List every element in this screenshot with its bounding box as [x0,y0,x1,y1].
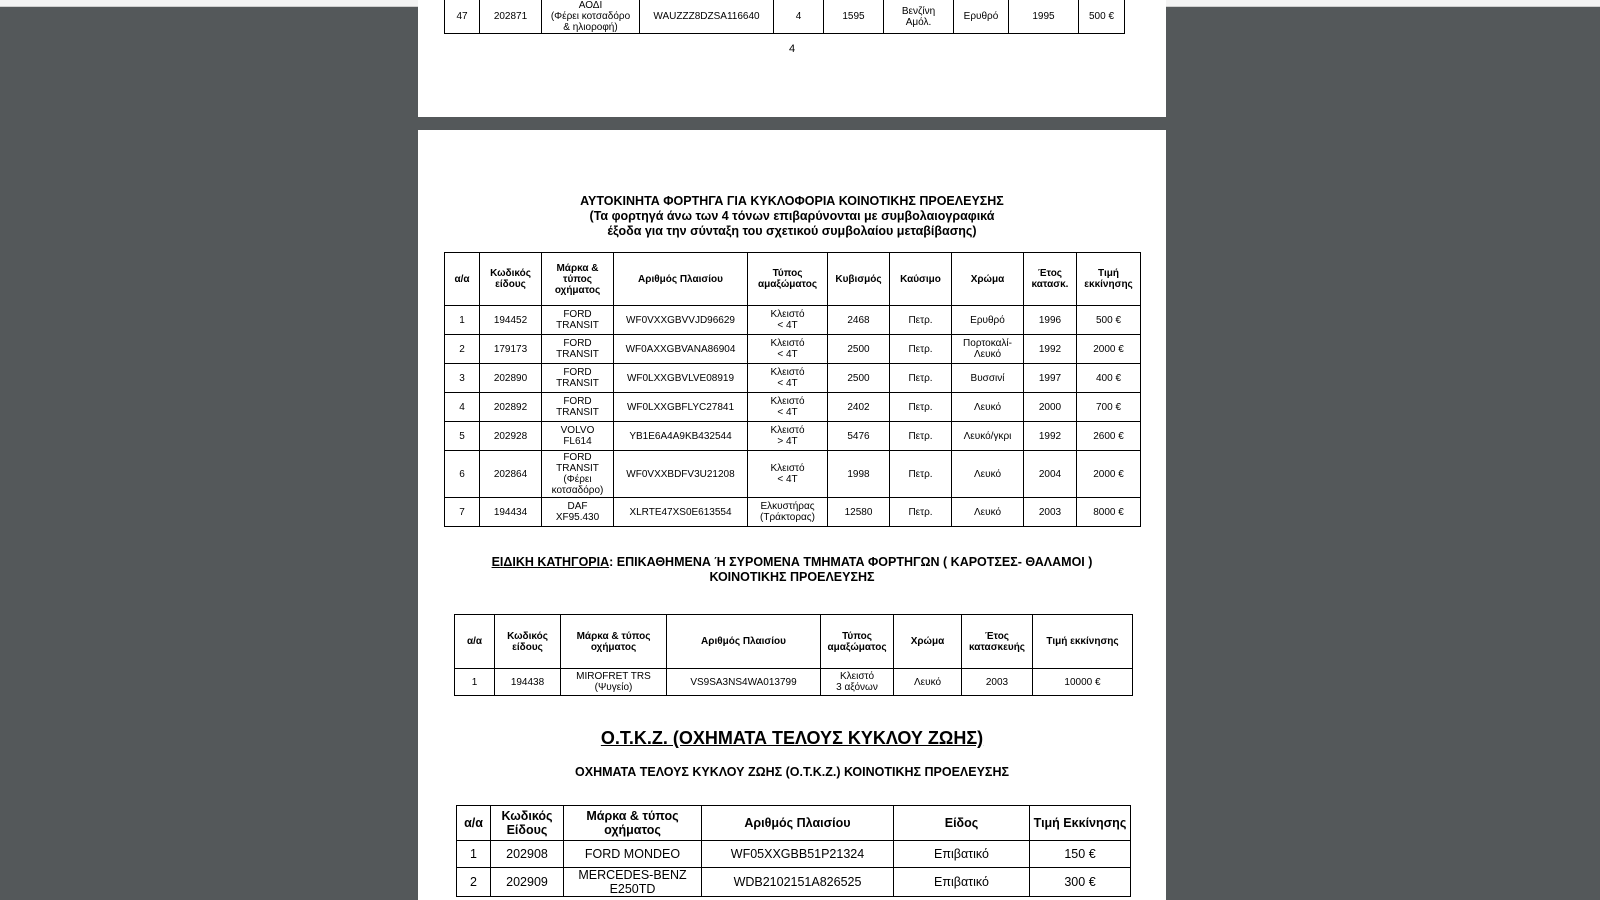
otkz-title: Ο.Τ.Κ.Ζ. (ΟΧΗΜΑΤΑ ΤΕΛΟΥΣ ΚΥΚΛΟΥ ΖΩΗΣ) [600,728,984,748]
table-cell: WF0LXXGBFLYC27841 [614,393,748,422]
table-cell: 1 [445,306,480,335]
table-cell: FORD TRANSIT [542,364,614,393]
trucks-heading-line1: ΑΥΤΟΚΙΝΗΤΑ ΦΟΡΤΗΓΑ ΓΙΑ ΚΥΚΛΟΦΟΡΙΑ ΚΟΙΝΟΤΙΚΗΣ ΠΡΟΕΛΕΥΣΗΣ [580,194,1004,208]
table-cell: VOLVO FL614 [542,422,614,451]
column-header: Μάρκα & τύπος οχήματος [542,253,614,306]
table-cell: WF0VXXGBVVJD96629 [614,306,748,335]
column-header: Αριθμός Πλαισίου [614,253,748,306]
table-cell: Πετρ. [890,451,952,498]
column-header: Τιμή Εκκίνησης [1030,806,1131,841]
table-row [445,0,1125,34]
table-cell: 1992 [1024,422,1077,451]
table-cell: 2468 [828,306,890,335]
table-cell: Λευκό [894,669,962,696]
table-row [445,306,1141,335]
trucks-heading-line3: έξοδα για την σύνταξη του σχετικού συμβολαίου μεταβίβασης) [607,224,977,238]
table-cell: 2 [445,335,480,364]
table-cell: MIROFRET TRS (Ψυγείο) [561,669,667,696]
table-cell: 7 [445,498,480,527]
column-header: Κωδικός Είδους [491,806,564,841]
pdf-page-4 [418,0,1166,117]
table-cell: Πορτοκαλί- Λευκό [952,335,1024,364]
table-cell: 1 [457,841,491,868]
pdf-page-5 [418,130,1166,900]
table-cell: 1992 [1024,335,1077,364]
column-header: Κωδικός είδους [495,615,561,669]
cell-fuel: Βενζίνη Αμόλ. [884,0,954,34]
table-cell: MERCEDES-BENZ E250TD [564,868,702,897]
cell-make-model: ΑΟΔΙ (Φέρει κοτσαδόρο & ηλιοροφή) [542,0,640,34]
table-cell: 194438 [495,669,561,696]
table-cell: XLRTE47XS0E613554 [614,498,748,527]
table-cell: FORD TRANSIT [542,306,614,335]
column-header: Μάρκα & τύπος οχήματος [564,806,702,841]
trucks-table [444,252,1141,527]
column-header: Κωδικός είδους [480,253,542,306]
table-cell: Ελκυστήρας (Τράκτορας) [748,498,828,527]
table-cell: Κλειστό > 4Τ [748,422,828,451]
table-cell: WF0LXXGBVLVE08919 [614,364,748,393]
table-cell: 700 € [1077,393,1141,422]
cell-code: 202871 [480,0,542,34]
table-cell: Λευκό [952,451,1024,498]
cell-doors: 4 [774,0,824,34]
column-header: Έτος κατασκ. [1024,253,1077,306]
table-row [445,498,1141,527]
cell-price: 500 € [1079,0,1125,34]
column-header: α/α [457,806,491,841]
table-cell: WF0VXXBDFV3U21208 [614,451,748,498]
table-cell: Κλειστό < 4Τ [748,393,828,422]
table-cell: Πετρ. [890,422,952,451]
table-row [445,451,1141,498]
table-cell: 202890 [480,364,542,393]
column-header: Κυβισμός [828,253,890,306]
table-cell: 4 [445,393,480,422]
table-cell: DAF XF95.430 [542,498,614,527]
table-row [457,868,1131,897]
table-cell: WF0AXXGBVANA86904 [614,335,748,364]
table-cell: 6 [445,451,480,498]
table-cell: 2000 € [1077,451,1141,498]
table-cell: Ερυθρό [952,306,1024,335]
otkz-table [456,805,1131,897]
table-row [455,669,1133,696]
table-cell: FORD MONDEO [564,841,702,868]
table-cell: 2004 [1024,451,1077,498]
table-cell: Κλειστό < 4Τ [748,364,828,393]
trucks-heading [418,194,1166,239]
column-header: α/α [445,253,480,306]
table-cell: 202928 [480,422,542,451]
table-cell: 2000 [1024,393,1077,422]
column-header: Τιμή εκκίνησης [1033,615,1133,669]
table-cell: WDB2102151A826525 [702,868,894,897]
table-cell: 10000 € [1033,669,1133,696]
table-cell: 2 [457,868,491,897]
table-cell: YB1E6A4A9KB432544 [614,422,748,451]
table-cell: Κλειστό < 4Τ [748,451,828,498]
table-cell: 2600 € [1077,422,1141,451]
table-cell: WF05XXGBB51P21324 [702,841,894,868]
table-cell: 12580 [828,498,890,527]
table-cell: 2402 [828,393,890,422]
table-cell: 179173 [480,335,542,364]
special-label: ΕΙΔΙΚΗ ΚΑΤΗΓΟΡΙΑ [491,555,610,569]
table-cell: Επιβατικό [894,868,1030,897]
table-cell: 150 € [1030,841,1131,868]
table-cell: Επιβατικό [894,841,1030,868]
column-header: Τύπος αμαξώματος [821,615,894,669]
special-table [454,614,1133,696]
table-cell: 300 € [1030,868,1131,897]
special-header-row [455,615,1133,669]
table-cell: 1998 [828,451,890,498]
special-text-line1: : ΕΠΙΚΑΘΗΜΕΝΑ Ή ΣΥΡΟΜΕΝΑ ΤΜΗΜΑΤΑ ΦΟΡΤΗΓΩΝ ( ΚΑΡΟΤΣΕΣ- ΘΑΛΑΜΟΙ ) [609,555,1093,569]
special-heading-line1 [418,555,1166,570]
table-cell: 1 [455,669,495,696]
column-header: Χρώμα [952,253,1024,306]
column-header: Είδος [894,806,1030,841]
table-row [457,841,1131,868]
cell-color: Ερυθρό [954,0,1009,34]
table-cell: Πετρ. [890,335,952,364]
table-cell: 1997 [1024,364,1077,393]
cell-aa: 47 [445,0,480,34]
table-cell: Λευκό [952,393,1024,422]
table-cell: 194434 [480,498,542,527]
table-cell: 5476 [828,422,890,451]
table-cell: Πετρ. [890,306,952,335]
column-header: Έτος κατασκευής [962,615,1033,669]
cell-chassis: WAUZZZ8DZSA116640 [640,0,774,34]
special-heading [418,555,1166,585]
special-text-line2: ΚΟΙΝΟΤΙΚΗΣ ΠΡΟΕΛΕΥΣΗΣ [709,570,875,584]
table-cell: 3 [445,364,480,393]
table-cell: Πετρ. [890,364,952,393]
table-cell: 500 € [1077,306,1141,335]
table-row [445,422,1141,451]
table-cell: 2000 € [1077,335,1141,364]
table-cell: 5 [445,422,480,451]
table-cell: FORD TRANSIT [542,393,614,422]
table-cell: Κλειστό 3 αξόνων [821,669,894,696]
table-row [445,335,1141,364]
table-cell: 202909 [491,868,564,897]
page-number: 4 [788,43,796,55]
column-header: Καύσιμο [890,253,952,306]
table-cell: 1996 [1024,306,1077,335]
trucks-heading-line2: (Τα φορτηγά άνω των 4 τόνων επιβαρύνονται με συμβολαιογραφικά [589,209,995,223]
table-cell: Βυσσινί [952,364,1024,393]
otkz-subtitle: ΟΧΗΜΑΤΑ ΤΕΛΟΥΣ ΚΥΚΛΟΥ ΖΩΗΣ (Ο.Τ.Κ.Ζ.) ΚΟΙΝΟΤΙΚΗΣ ΠΡΟΕΛΕΥΣΗΣ [575,765,1009,779]
cell-cc: 1595 [824,0,884,34]
column-header: α/α [455,615,495,669]
table-cell: 202908 [491,841,564,868]
table-cell: Κλειστό < 4Τ [748,306,828,335]
column-header: Χρώμα [894,615,962,669]
table-cell: 202864 [480,451,542,498]
table-cell: 194452 [480,306,542,335]
table-cell: 400 € [1077,364,1141,393]
table-cell: Λευκό/γκρι [952,422,1024,451]
column-header: Τιμή εκκίνησης [1077,253,1141,306]
table-cell: 202892 [480,393,542,422]
table-cell: 2003 [962,669,1033,696]
table-cell: FORD TRANSIT [542,335,614,364]
table-cell: 2500 [828,335,890,364]
cell-year: 1995 [1009,0,1079,34]
column-header: Τύπος αμαξώματος [748,253,828,306]
table-cell: VS9SA3NS4WA013799 [667,669,821,696]
table-cell: Λευκό [952,498,1024,527]
column-header: Μάρκα & τύπος οχήματος [561,615,667,669]
table-cell: 2003 [1024,498,1077,527]
table-cell: Πετρ. [890,393,952,422]
trucks-header-row [445,253,1141,306]
column-header: Αριθμός Πλαισίου [667,615,821,669]
table-cell: 8000 € [1077,498,1141,527]
table-row [445,364,1141,393]
column-header: Αριθμός Πλαισίου [702,806,894,841]
table-cell: Κλειστό < 4Τ [748,335,828,364]
table-cell: 2500 [828,364,890,393]
otkz-header-row [457,806,1131,841]
previous-vehicles-table [444,0,1125,34]
table-row [445,393,1141,422]
table-cell: Πετρ. [890,498,952,527]
table-cell: FORD TRANSIT (Φέρει κοτσαδόρο) [542,451,614,498]
